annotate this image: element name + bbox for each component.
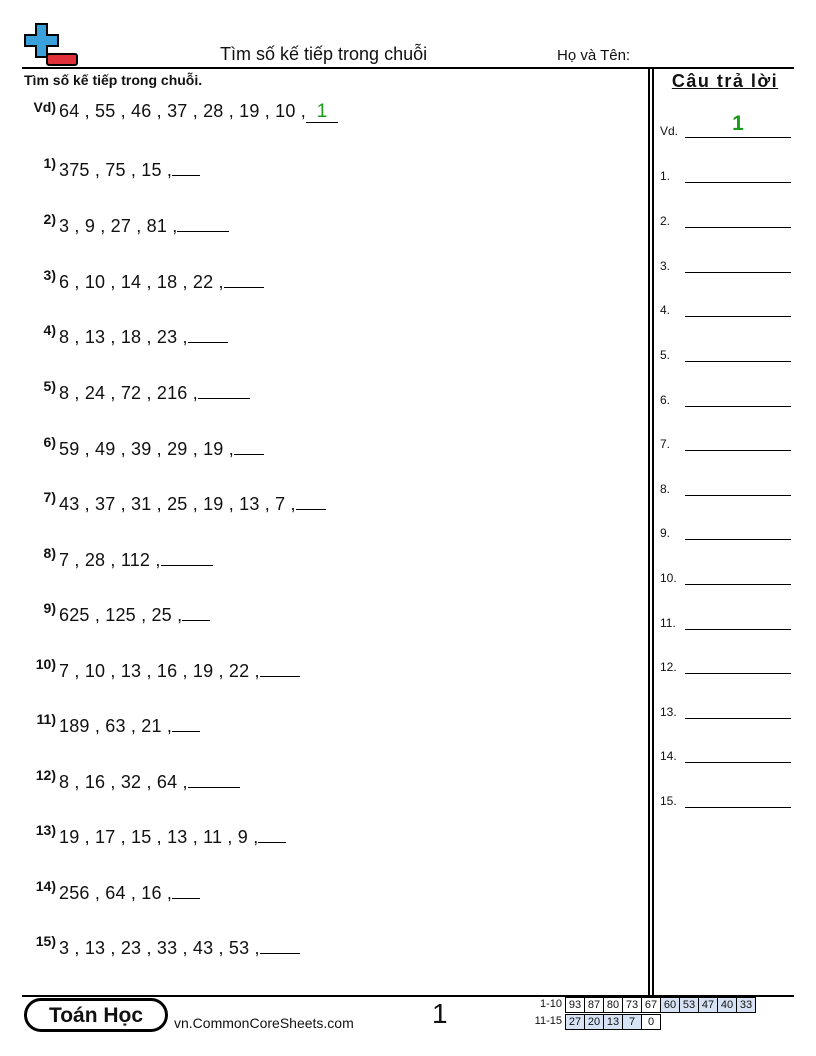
answer-label: Vd. <box>660 124 679 138</box>
question <box>22 935 300 961</box>
question-sequence: 7 , 28 , 112 , <box>59 550 161 570</box>
question-sequence: 8 , 16 , 32 , 64 , <box>59 772 188 792</box>
page-title: Tìm số kế tiếp trong chuỗi <box>220 44 428 64</box>
answer-blank[interactable] <box>224 269 264 288</box>
question <box>22 769 240 795</box>
question <box>22 269 264 295</box>
example-answer-blank: 1 <box>306 104 338 123</box>
answer-label: 7. <box>660 437 671 451</box>
question <box>22 157 200 183</box>
answer-label: 4. <box>660 303 671 317</box>
score-key-row1-label: 1-10 <box>539 998 562 1010</box>
question-sequence: 189 , 63 , 21 , <box>59 716 173 736</box>
question <box>22 547 213 573</box>
score-cell: 53 <box>680 998 699 1013</box>
question-sequence: 625 , 125 , 25 , <box>59 605 183 625</box>
answer-label: 8. <box>660 482 671 496</box>
site-url: vn.CommonCoreSheets.com <box>174 1015 354 1031</box>
question-sequence: 8 , 13 , 18 , 23 , <box>59 327 188 347</box>
answer-blank[interactable] <box>172 880 200 899</box>
answer-label: 11. <box>660 616 676 630</box>
answer-line[interactable] <box>685 807 791 808</box>
score-cell: 87 <box>585 998 604 1013</box>
column-divider <box>652 67 654 996</box>
answer-line[interactable] <box>685 584 791 585</box>
answer-label: 3. <box>660 259 671 273</box>
question-label: 3) <box>43 267 56 283</box>
question-sequence: 19 , 17 , 15 , 13 , 11 , 9 , <box>59 827 259 847</box>
brand-badge: Toán Học <box>24 998 168 1032</box>
question-label: 8) <box>43 545 56 561</box>
answer-label: 2. <box>660 214 671 228</box>
answer-line[interactable] <box>685 272 791 273</box>
score-cell: 7 <box>623 1015 642 1030</box>
instructions: Tìm số kế tiếp trong chuỗi. <box>24 72 203 88</box>
answer-label: 12. <box>660 660 677 674</box>
question-label: 14) <box>35 878 56 894</box>
answer-blank[interactable] <box>296 491 326 510</box>
question <box>22 658 300 684</box>
question <box>22 213 229 239</box>
answer-blank[interactable] <box>161 547 213 566</box>
question-label: 12) <box>35 767 56 783</box>
answer-blank[interactable] <box>177 213 229 232</box>
score-cell: 13 <box>604 1015 623 1030</box>
answer-label: 10. <box>660 571 677 585</box>
column-divider <box>648 67 650 996</box>
page-number: 1 <box>432 998 448 1029</box>
question <box>22 602 210 628</box>
question-sequence: 3 , 9 , 27 , 81 , <box>59 216 178 236</box>
score-cell: 0 <box>642 1015 661 1030</box>
score-cell: 93 <box>566 998 585 1013</box>
plus-minus-logo-icon <box>22 22 80 68</box>
answer-line[interactable] <box>685 495 791 496</box>
question-label: 13) <box>35 822 56 838</box>
answer-label: 9. <box>660 526 671 540</box>
score-cell: 67 <box>642 998 661 1013</box>
question <box>22 880 200 906</box>
question <box>22 436 264 462</box>
answer-line[interactable] <box>685 539 791 540</box>
question-label: 11) <box>36 711 56 727</box>
answer-line[interactable] <box>685 316 791 317</box>
answer-line <box>685 137 791 138</box>
answer-line[interactable] <box>685 718 791 719</box>
question <box>22 824 286 850</box>
question <box>22 491 326 517</box>
question <box>22 324 228 350</box>
answer-blank[interactable] <box>260 935 300 954</box>
question-sequence: 6 , 10 , 14 , 18 , 22 , <box>59 272 224 292</box>
question-sequence: 8 , 24 , 72 , 216 , <box>59 383 198 403</box>
answer-line[interactable] <box>685 629 791 630</box>
score-key-row1 <box>565 997 756 1013</box>
answer-line[interactable] <box>685 182 791 183</box>
answer-blank[interactable] <box>188 324 228 343</box>
answer-label: 15. <box>660 794 677 808</box>
score-cell: 20 <box>585 1015 604 1030</box>
question-label: 1) <box>43 155 56 171</box>
score-key-row2-label: 11-15 <box>534 1015 562 1027</box>
example-sequence: 64 , 55 , 46 , 37 , 28 , 19 , 10 , <box>59 101 306 121</box>
question-label: 7) <box>43 489 56 505</box>
answer-line[interactable] <box>685 673 791 674</box>
answer-line[interactable] <box>685 762 791 763</box>
question-label: 6) <box>43 434 56 450</box>
question-label: 9) <box>43 600 56 616</box>
answer-label: 13. <box>660 705 677 719</box>
answer-blank[interactable] <box>234 436 264 455</box>
score-cell: 47 <box>699 998 718 1013</box>
answer-blank[interactable] <box>260 658 300 677</box>
question-sequence: 3 , 13 , 23 , 33 , 43 , 53 , <box>59 938 260 958</box>
question-label: 4) <box>43 322 56 338</box>
question-label: 5) <box>43 378 56 394</box>
question-sequence: 43 , 37 , 31 , 25 , 19 , 13 , 7 , <box>59 494 296 514</box>
answer-label: 5. <box>660 348 671 362</box>
question-label: 10) <box>35 656 56 672</box>
question-label: 15) <box>35 933 56 949</box>
score-key-row2 <box>565 1014 661 1030</box>
score-cell: 80 <box>604 998 623 1013</box>
answer-label: 6. <box>660 393 671 407</box>
question-sequence: 256 , 64 , 16 , <box>59 883 173 903</box>
score-cell: 33 <box>737 998 756 1013</box>
question-label: 2) <box>43 211 56 227</box>
answer-label: 14. <box>660 749 677 763</box>
score-cell: 73 <box>623 998 642 1013</box>
header-divider <box>22 67 794 69</box>
score-cell: 60 <box>661 998 680 1013</box>
question-sequence: 375 , 75 , 15 , <box>59 160 173 180</box>
answer-blank[interactable] <box>188 769 240 788</box>
example-answer-value: 1 <box>732 112 744 135</box>
answer-line[interactable] <box>685 361 791 362</box>
question <box>22 380 250 406</box>
answer-blank[interactable] <box>172 713 200 732</box>
example-label: Vd) <box>33 99 56 115</box>
answer-panel-header: Câu trả lời <box>671 71 779 91</box>
answer-line[interactable] <box>685 406 791 407</box>
answer-blank[interactable] <box>198 380 250 399</box>
score-cell: 27 <box>566 1015 585 1030</box>
question-sequence: 7 , 10 , 13 , 16 , 19 , 22 , <box>59 661 260 681</box>
name-field-label: Họ và Tên: <box>557 47 631 64</box>
example-question <box>22 101 338 127</box>
answer-blank[interactable] <box>258 824 286 843</box>
answer-label: 1. <box>660 169 671 183</box>
question <box>22 713 200 739</box>
score-cell: 40 <box>718 998 737 1013</box>
answer-blank[interactable] <box>172 157 200 176</box>
answer-line[interactable] <box>685 450 791 451</box>
question-sequence: 59 , 49 , 39 , 29 , 19 , <box>59 439 234 459</box>
answer-blank[interactable] <box>182 602 210 621</box>
answer-line[interactable] <box>685 227 791 228</box>
